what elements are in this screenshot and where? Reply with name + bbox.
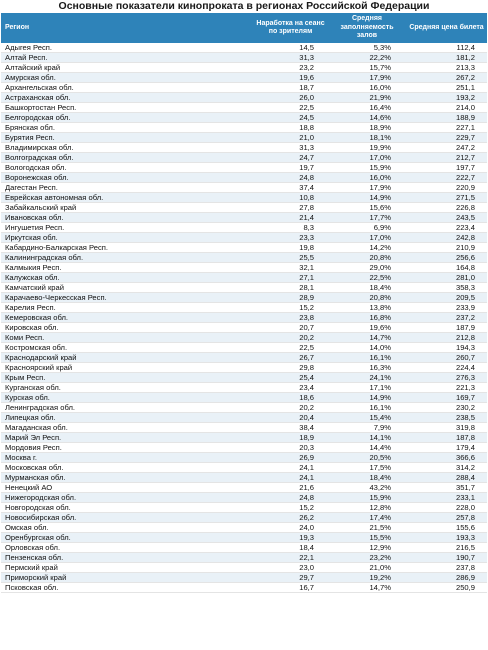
region-cell: Еврейская автономная обл. (1, 193, 253, 203)
region-cell: Дагестан Респ. (1, 183, 253, 193)
ticket-price-cell: 233,1 (406, 493, 487, 503)
hall-occupancy-cell: 16,8% (328, 313, 406, 323)
viewers-per-session-cell: 20,4 (253, 413, 328, 423)
hall-occupancy-cell: 18,4% (328, 283, 406, 293)
region-cell: Магаданская обл. (1, 423, 253, 433)
ticket-price-cell: 229,7 (406, 133, 487, 143)
viewers-per-session-cell: 20,7 (253, 323, 328, 333)
region-cell: Астраханская обл. (1, 93, 253, 103)
ticket-price-cell: 112,4 (406, 43, 487, 53)
ticket-price-cell: 221,3 (406, 383, 487, 393)
ticket-price-cell: 366,6 (406, 453, 487, 463)
hall-occupancy-cell: 16,1% (328, 353, 406, 363)
ticket-price-cell: 209,5 (406, 293, 487, 303)
viewers-per-session-cell: 21,6 (253, 483, 328, 493)
table-row (1, 573, 487, 583)
viewers-per-session-cell: 15,2 (253, 503, 328, 513)
hall-occupancy-cell: 7,9% (328, 423, 406, 433)
ticket-price-cell: 224,4 (406, 363, 487, 373)
ticket-price-cell: 222,7 (406, 173, 487, 183)
table-row (1, 313, 487, 323)
viewers-per-session-cell: 15,2 (253, 303, 328, 313)
ticket-price-cell: 351,7 (406, 483, 487, 493)
ticket-price-cell: 319,8 (406, 423, 487, 433)
region-cell: Краснодарский край (1, 353, 253, 363)
viewers-per-session-cell: 26,9 (253, 453, 328, 463)
region-cell: Алтай Респ. (1, 53, 253, 63)
region-cell: Кировская обл. (1, 323, 253, 333)
region-cell: Орловская обл. (1, 543, 253, 553)
ticket-price-cell: 242,8 (406, 233, 487, 243)
table-row (1, 383, 487, 393)
region-cell: Калининградская обл. (1, 253, 253, 263)
hall-occupancy-cell: 15,4% (328, 413, 406, 423)
ticket-price-cell: 227,1 (406, 123, 487, 133)
region-cell: Бурятия Респ. (1, 133, 253, 143)
ticket-price-cell: 197,7 (406, 163, 487, 173)
hall-occupancy-cell: 29,0% (328, 263, 406, 273)
hall-occupancy-cell: 14,7% (328, 333, 406, 343)
hall-occupancy-cell: 15,9% (328, 163, 406, 173)
region-cell: Кемеровская обл. (1, 313, 253, 323)
hall-occupancy-cell: 17,1% (328, 383, 406, 393)
viewers-per-session-cell: 19,7 (253, 163, 328, 173)
ticket-price-cell: 288,4 (406, 473, 487, 483)
table-row (1, 193, 487, 203)
table-row (1, 203, 487, 213)
region-cell: Пензенская обл. (1, 553, 253, 563)
table-row (1, 43, 487, 53)
viewers-per-session-cell: 14,5 (253, 43, 328, 53)
table-row (1, 173, 487, 183)
table-row (1, 103, 487, 113)
hall-occupancy-cell: 18,1% (328, 133, 406, 143)
ticket-price-cell: 181,2 (406, 53, 487, 63)
region-cell: Псковская обл. (1, 583, 253, 593)
viewers-per-session-cell: 38,4 (253, 423, 328, 433)
ticket-price-cell: 212,8 (406, 333, 487, 343)
viewers-per-session-cell: 18,6 (253, 393, 328, 403)
region-cell: Красноярский край (1, 363, 253, 373)
hall-occupancy-cell: 14,4% (328, 443, 406, 453)
viewers-per-session-cell: 25,5 (253, 253, 328, 263)
ticket-price-cell: 210,9 (406, 243, 487, 253)
hall-occupancy-cell: 15,5% (328, 533, 406, 543)
region-cell: Крым Респ. (1, 373, 253, 383)
hall-occupancy-cell: 15,9% (328, 493, 406, 503)
viewers-per-session-cell: 20,2 (253, 333, 328, 343)
region-cell: Ленинградская обл. (1, 403, 253, 413)
table-row (1, 343, 487, 353)
viewers-per-session-cell: 28,1 (253, 283, 328, 293)
viewers-per-session-cell: 31,3 (253, 53, 328, 63)
region-cell: Карачаево-Черкесская Респ. (1, 293, 253, 303)
hall-occupancy-cell: 17,7% (328, 213, 406, 223)
region-cell: Воронежская обл. (1, 173, 253, 183)
table-row (1, 503, 487, 513)
table-row (1, 523, 487, 533)
ticket-price-cell: 256,6 (406, 253, 487, 263)
ticket-price-cell: 213,3 (406, 63, 487, 73)
hall-occupancy-cell: 14,1% (328, 433, 406, 443)
region-cell: Московская обл. (1, 463, 253, 473)
ticket-price-cell: 188,9 (406, 113, 487, 123)
table-row (1, 133, 487, 143)
hall-occupancy-cell: 13,8% (328, 303, 406, 313)
table-title: Основные показатели кинопроката в регионах Российской Федерации (58, 0, 430, 12)
region-cell: Ненецкий АО (1, 483, 253, 493)
region-cell: Алтайский край (1, 63, 253, 73)
viewers-per-session-cell: 18,4 (253, 543, 328, 553)
hall-occupancy-cell: 15,7% (328, 63, 406, 73)
table-row (1, 73, 487, 83)
viewers-per-session-cell: 19,6 (253, 73, 328, 83)
region-cell: Омская обл. (1, 523, 253, 533)
table-row (1, 223, 487, 233)
ticket-price-cell: 193,3 (406, 533, 487, 543)
viewers-per-session-cell: 20,3 (253, 443, 328, 453)
hall-occupancy-cell: 21,5% (328, 523, 406, 533)
ticket-price-cell: 286,9 (406, 573, 487, 583)
ticket-price-cell: 238,5 (406, 413, 487, 423)
ticket-price-cell: 193,2 (406, 93, 487, 103)
ticket-price-cell: 267,2 (406, 73, 487, 83)
viewers-per-session-cell: 24,7 (253, 153, 328, 163)
viewers-per-session-cell: 25,4 (253, 373, 328, 383)
table-row (1, 183, 487, 193)
table-row (1, 83, 487, 93)
region-cell: Липецкая обл. (1, 413, 253, 423)
ticket-price-cell: 233,9 (406, 303, 487, 313)
hall-occupancy-cell: 6,9% (328, 223, 406, 233)
table-row (1, 413, 487, 423)
ticket-price-cell: 226,8 (406, 203, 487, 213)
table-row (1, 153, 487, 163)
viewers-per-session-cell: 16,7 (253, 583, 328, 593)
hall-occupancy-cell: 22,2% (328, 53, 406, 63)
table-row (1, 143, 487, 153)
hall-occupancy-cell: 14,9% (328, 193, 406, 203)
region-cell: Адыгея Респ. (1, 43, 253, 53)
table-row (1, 93, 487, 103)
column-header-viewers-per-session: Наработка на сеанс по зрителям (253, 13, 328, 43)
hall-occupancy-cell: 16,1% (328, 403, 406, 413)
table-row (1, 403, 487, 413)
table-row (1, 333, 487, 343)
region-cell: Амурская обл. (1, 73, 253, 83)
ticket-price-cell: 190,7 (406, 553, 487, 563)
region-cell: Ингушетия Респ. (1, 223, 253, 233)
hall-occupancy-cell: 17,4% (328, 513, 406, 523)
table-row (1, 213, 487, 223)
viewers-per-session-cell: 28,9 (253, 293, 328, 303)
hall-occupancy-cell: 12,8% (328, 503, 406, 513)
ticket-price-cell: 216,5 (406, 543, 487, 553)
ticket-price-cell: 164,8 (406, 263, 487, 273)
hall-occupancy-cell: 17,9% (328, 73, 406, 83)
hall-occupancy-cell: 16,4% (328, 103, 406, 113)
hall-occupancy-cell: 12,9% (328, 543, 406, 553)
hall-occupancy-cell: 14,7% (328, 583, 406, 593)
table-row (1, 123, 487, 133)
ticket-price-cell: 243,5 (406, 213, 487, 223)
viewers-per-session-cell: 24,1 (253, 473, 328, 483)
viewers-per-session-cell: 23,2 (253, 63, 328, 73)
column-header-ticket-price: Средняя цена билета (406, 13, 487, 43)
table-row (1, 363, 487, 373)
table-row (1, 543, 487, 553)
table-row (1, 53, 487, 63)
table-row (1, 303, 487, 313)
hall-occupancy-cell: 14,9% (328, 393, 406, 403)
viewers-per-session-cell: 26,7 (253, 353, 328, 363)
ticket-price-cell: 228,0 (406, 503, 487, 513)
regions-table (1, 13, 487, 593)
table-row (1, 493, 487, 503)
viewers-per-session-cell: 19,8 (253, 243, 328, 253)
region-cell: Белгородская обл. (1, 113, 253, 123)
viewers-per-session-cell: 31,3 (253, 143, 328, 153)
viewers-per-session-cell: 21,4 (253, 213, 328, 223)
table-row (1, 553, 487, 563)
ticket-price-cell: 179,4 (406, 443, 487, 453)
hall-occupancy-cell: 22,5% (328, 273, 406, 283)
ticket-price-cell: 281,0 (406, 273, 487, 283)
viewers-per-session-cell: 27,1 (253, 273, 328, 283)
region-cell: Курская обл. (1, 393, 253, 403)
viewers-per-session-cell: 26,0 (253, 93, 328, 103)
region-cell: Архангельская обл. (1, 83, 253, 93)
table-row (1, 113, 487, 123)
viewers-per-session-cell: 32,1 (253, 263, 328, 273)
region-cell: Курганская обл. (1, 383, 253, 393)
region-cell: Мурманская обл. (1, 473, 253, 483)
region-cell: Иркутская обл. (1, 233, 253, 243)
ticket-price-cell: 251,1 (406, 83, 487, 93)
column-header-region: Регион (1, 13, 253, 43)
region-cell: Коми Респ. (1, 333, 253, 343)
hall-occupancy-cell: 19,6% (328, 323, 406, 333)
viewers-per-session-cell: 24,1 (253, 463, 328, 473)
table-body (1, 43, 487, 593)
column-header-hall-occupancy: Средняя заполняемость залов (328, 13, 406, 43)
viewers-per-session-cell: 23,0 (253, 563, 328, 573)
ticket-price-cell: 220,9 (406, 183, 487, 193)
table-row (1, 423, 487, 433)
table-row (1, 353, 487, 363)
ticket-price-cell: 169,7 (406, 393, 487, 403)
region-cell: Брянская обл. (1, 123, 253, 133)
table-row (1, 163, 487, 173)
ticket-price-cell: 230,2 (406, 403, 487, 413)
table-row (1, 583, 487, 593)
viewers-per-session-cell: 20,2 (253, 403, 328, 413)
ticket-price-cell: 187,8 (406, 433, 487, 443)
table-row (1, 393, 487, 403)
viewers-per-session-cell: 26,2 (253, 513, 328, 523)
region-cell: Калужская обл. (1, 273, 253, 283)
hall-occupancy-cell: 16,3% (328, 363, 406, 373)
hall-occupancy-cell: 18,9% (328, 123, 406, 133)
ticket-price-cell: 194,3 (406, 343, 487, 353)
region-cell: Башкортостан Респ. (1, 103, 253, 113)
ticket-price-cell: 257,8 (406, 513, 487, 523)
table-row (1, 463, 487, 473)
hall-occupancy-cell: 19,2% (328, 573, 406, 583)
table-row (1, 563, 487, 573)
hall-occupancy-cell: 21,0% (328, 563, 406, 573)
ticket-price-cell: 212,7 (406, 153, 487, 163)
ticket-price-cell: 250,9 (406, 583, 487, 593)
region-cell: Владимирская обл. (1, 143, 253, 153)
viewers-per-session-cell: 18,8 (253, 123, 328, 133)
table-row (1, 293, 487, 303)
viewers-per-session-cell: 22,1 (253, 553, 328, 563)
table-row (1, 63, 487, 73)
hall-occupancy-cell: 20,8% (328, 293, 406, 303)
table-row (1, 483, 487, 493)
region-cell: Камчатский край (1, 283, 253, 293)
ticket-price-cell: 276,3 (406, 373, 487, 383)
hall-occupancy-cell: 17,9% (328, 183, 406, 193)
region-cell: Кабардино-Балкарская Респ. (1, 243, 253, 253)
hall-occupancy-cell: 24,1% (328, 373, 406, 383)
hall-occupancy-cell: 17,5% (328, 463, 406, 473)
table-row (1, 433, 487, 443)
viewers-per-session-cell: 29,7 (253, 573, 328, 583)
viewers-per-session-cell: 10,8 (253, 193, 328, 203)
ticket-price-cell: 237,8 (406, 563, 487, 573)
table-row (1, 263, 487, 273)
viewers-per-session-cell: 24,8 (253, 173, 328, 183)
hall-occupancy-cell: 20,5% (328, 453, 406, 463)
ticket-price-cell: 358,3 (406, 283, 487, 293)
table-row (1, 283, 487, 293)
table-row (1, 473, 487, 483)
table-row (1, 253, 487, 263)
hall-occupancy-cell: 15,6% (328, 203, 406, 213)
region-cell: Костромская обл. (1, 343, 253, 353)
table-row (1, 533, 487, 543)
table-row (1, 513, 487, 523)
hall-occupancy-cell: 14,0% (328, 343, 406, 353)
viewers-per-session-cell: 18,7 (253, 83, 328, 93)
viewers-per-session-cell: 22,5 (253, 343, 328, 353)
ticket-price-cell: 260,7 (406, 353, 487, 363)
ticket-price-cell: 223,4 (406, 223, 487, 233)
hall-occupancy-cell: 16,0% (328, 173, 406, 183)
region-cell: Нижегородская обл. (1, 493, 253, 503)
hall-occupancy-cell: 5,3% (328, 43, 406, 53)
ticket-price-cell: 187,9 (406, 323, 487, 333)
table-row (1, 243, 487, 253)
hall-occupancy-cell: 19,9% (328, 143, 406, 153)
table-header-row (1, 13, 487, 43)
hall-occupancy-cell: 17,0% (328, 153, 406, 163)
viewers-per-session-cell: 21,0 (253, 133, 328, 143)
ticket-price-cell: 155,6 (406, 523, 487, 533)
hall-occupancy-cell: 16,0% (328, 83, 406, 93)
region-cell: Новосибирская обл. (1, 513, 253, 523)
table-row (1, 453, 487, 463)
table-row (1, 443, 487, 453)
viewers-per-session-cell: 22,5 (253, 103, 328, 113)
region-cell: Новгородская обл. (1, 503, 253, 513)
viewers-per-session-cell: 24,8 (253, 493, 328, 503)
hall-occupancy-cell: 43,2% (328, 483, 406, 493)
viewers-per-session-cell: 23,4 (253, 383, 328, 393)
viewers-per-session-cell: 19,3 (253, 533, 328, 543)
hall-occupancy-cell: 18,4% (328, 473, 406, 483)
ticket-price-cell: 314,2 (406, 463, 487, 473)
hall-occupancy-cell: 14,6% (328, 113, 406, 123)
ticket-price-cell: 271,5 (406, 193, 487, 203)
region-cell: Волгоградская обл. (1, 153, 253, 163)
viewers-per-session-cell: 23,8 (253, 313, 328, 323)
viewers-per-session-cell: 23,3 (253, 233, 328, 243)
viewers-per-session-cell: 24,0 (253, 523, 328, 533)
viewers-per-session-cell: 37,4 (253, 183, 328, 193)
ticket-price-cell: 247,2 (406, 143, 487, 153)
table-row (1, 233, 487, 243)
region-cell: Приморский край (1, 573, 253, 583)
viewers-per-session-cell: 18,9 (253, 433, 328, 443)
hall-occupancy-cell: 14,2% (328, 243, 406, 253)
region-cell: Карелия Респ. (1, 303, 253, 313)
hall-occupancy-cell: 23,2% (328, 553, 406, 563)
ticket-price-cell: 214,0 (406, 103, 487, 113)
table-row (1, 273, 487, 283)
hall-occupancy-cell: 20,8% (328, 253, 406, 263)
region-cell: Мордовия Респ. (1, 443, 253, 453)
region-cell: Вологодская обл. (1, 163, 253, 173)
table-row (1, 373, 487, 383)
region-cell: Ивановская обл. (1, 213, 253, 223)
hall-occupancy-cell: 17,0% (328, 233, 406, 243)
region-cell: Москва г. (1, 453, 253, 463)
region-cell: Оренбургская обл. (1, 533, 253, 543)
viewers-per-session-cell: 8,3 (253, 223, 328, 233)
viewers-per-session-cell: 24,5 (253, 113, 328, 123)
viewers-per-session-cell: 29,8 (253, 363, 328, 373)
region-cell: Марий Эл Респ. (1, 433, 253, 443)
hall-occupancy-cell: 21,9% (328, 93, 406, 103)
region-cell: Пермский край (1, 563, 253, 573)
region-cell: Забайкальский край (1, 203, 253, 213)
table-row (1, 323, 487, 333)
viewers-per-session-cell: 27,8 (253, 203, 328, 213)
region-cell: Калмыкия Респ. (1, 263, 253, 273)
ticket-price-cell: 237,2 (406, 313, 487, 323)
